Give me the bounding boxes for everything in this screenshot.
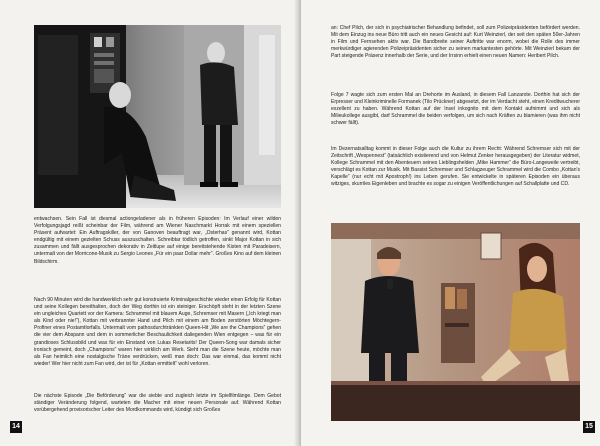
left-paragraph-2: Nach 90 Minuten wird die handwerklich sehr gut konstruierte Kriminalgeschichte wieder einen Erfolg für Kottan und seine Kollegen bereithalten, doch der Weg dorthin ist ein steiniger. Erschöpft steht in der letzten Szene ein ungleiches Quartett vor der Kamera: Schrammel mit blauem Auge, Schremser mit Masern („Ich kriegt man als Kind oder nie!“), Kottan mit verbrannter Hand und Pilch mit einem am Boden zerstörten Möchtegern-Profiner eines Postamtlorfalls. Untermalt vom pathosdurchtränkten Queen-Hit „We are the Champions“ gehen die vier dem Abspann und dem in sommerlicher Beschaulichkeit daliegenden Wien entgegen – was für ein grandioses Schlussbild und was für ein Einstand von Lukas Resetarits! Der Queen-Song war damals sicher ironisch gemeint, doch „Champions“ waren hier wirklich am Werk. Sieht man die Szene heute, möchte man als Fan heimlich eine nostalgische Träne verdrücken, weiß man doch: Das war einmal, das kommt nicht wieder! Wer hier nicht zum Fan wird, der ist für „Kottan ermittelt“ wohl verloren. [34, 297, 281, 367]
left-paragraph-1: entwachsen. Sein Fall ist diesmal actiongeladener als in früheren Episoden: Im Verlauf einer wilden Verfolgungsjagd reißt scheinbar der Film, während am Wiener Naschmarkt Horrak mit einem speziellen Präsent aufwartet: Ein Auftragskiller, der von Ganoven beauftragt war, „Osterhas“ genannt wird, Kottan endgültig mit einem gezielten Schuss auszuschalten. Schreibtar tödlich getroffen, sinkt Major Kottan in sich zusammen und fällt ausgesprochen dekorativ in Zeitlupe auf einige bereitstehende Kisten mit Paradeisern, untermalt von der Morricone-Musik zu Sergio Leones „Für ein paar Dollar mehr“. Großes Kino auf dem kleinen Bildschirm. [34, 216, 281, 265]
photo-color-band-scene-image [331, 223, 580, 421]
page-number-left: 14 [10, 421, 22, 433]
right-paragraph-1: an: Chef Pilch, der sich in psychiatrischer Behandlung befindet, soll zum Polizeipräsidenten befördert werden. Mit dem Einzug ins neue Büro tritt auch ein neues Gesicht auf: Kurt Weinzierl, der seit den späten 50er-Jahren in Film und Fernsehen aktiv war. Die Bandbreite seiner Auftritte war enorm, wobei die Rolle des immer merkwürdiger agierenden Polizeipräsidenten sicher zu seinen markantesten gehörte. Mit Weinzierl bekam der Part steigende Präsenz innerhalb der Serie, und der Irrsinn erhielt einen neuen Namen: Heribert Pilch. [331, 25, 580, 60]
photo-bw-phone-booth-image [34, 25, 281, 208]
photo-bw-phone-booth [34, 25, 281, 208]
page-number-right: 15 [583, 421, 595, 433]
left-paragraph-3: Die nächste Episode „Die Beförderung“ war die siebte und zugleich letzte im Spielfilmlänge. Dem Gebot ständiger Veränderung folgend, warteten die Macher mit einer neuen Personale auf. Während Kottan vorübergehend provisorischer Leiter des Mordkommands wird, kündigt sich Großes [34, 393, 281, 414]
right-paragraph-3: Im Dezernatsalltag kommt in dieser Folge auch die Kultur zu ihrem Recht: Während Schremser sich mit der Zeitschrift „Wespennest“ (tatsächlich existierend und von Helmut Zenker herausgegeben) der Literatur widmet, Kollege Schrammel mit den Abenteuern seines Lieblingshelden „Mike Hammer“ die Büro-Langeweile vertreibt, verschlägt es Kottan zur Musik. Mit Bassist Schremser und Schlagzeuger Schrammel wird die Combo „Kottan's Kapelle“ (nur echt mit Apostroph!) ins Leben gerufen. Sie entwickelte in späteren Episoden ein überaus witziges, skurriles Eigenleben und brachte es sogar zu einigen Veröffentlichungen auf Schallplatte und CD. [331, 146, 580, 188]
photo-color-band-scene [331, 223, 580, 421]
right-page [301, 0, 600, 446]
right-paragraph-2: Folge 7 wagte sich zum ersten Mal an Drehorte im Ausland, in diesem Fall Lanzarote. Dorthin hat sich der Erpresser und Kleinkriminelle Formanek (Tilo Prückner) abgesetzt, der im Verdacht steht, einen Kreditwucherer exzellent zu haben. Während Kottan auf der Insel inkognito mit dem Kontakt aufnimmt und sich als Milieukollege ausgibt, darf Schrammel die beiden verfolgen, um sich nach Kräften zu blamieren (was ihm nicht schwer fällt). [331, 92, 580, 127]
left-page [0, 0, 299, 446]
